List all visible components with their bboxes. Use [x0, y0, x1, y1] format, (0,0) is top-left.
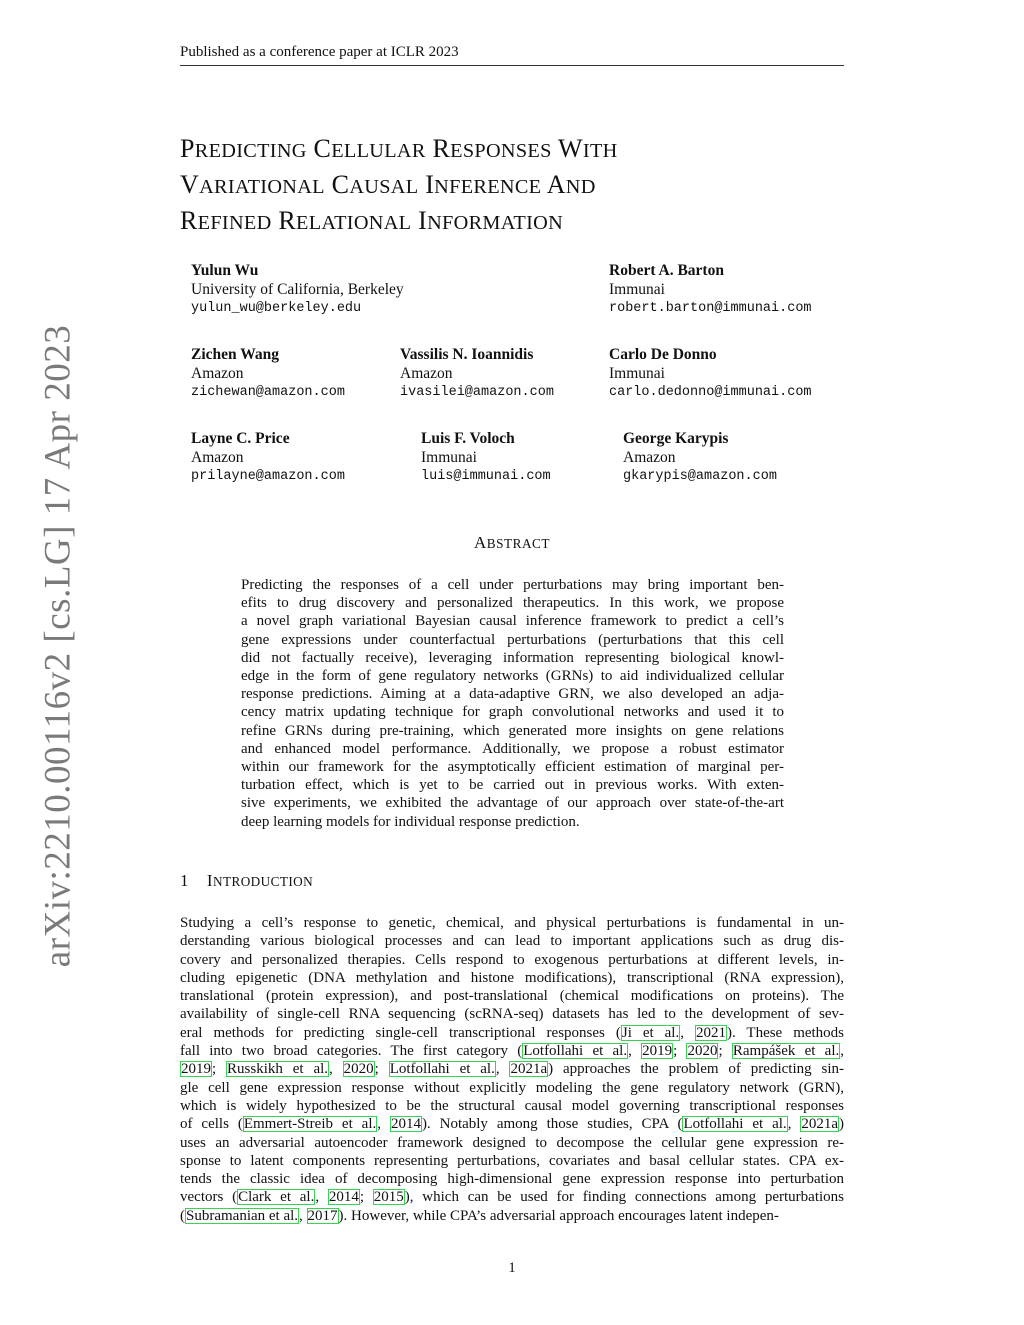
- title-line: REFINED RELATIONAL INFORMATION: [180, 206, 564, 235]
- citation-link[interactable]: Lotfollahi et al.: [683, 1116, 787, 1133]
- author-email[interactable]: robert.barton@immunai.com: [609, 301, 812, 316]
- intro-line: [180, 1024, 844, 1042]
- intro-text: ,: [628, 1043, 642, 1060]
- citation-link[interactable]: 2019: [642, 1043, 673, 1060]
- abstract-line: cency matrix updating technique for graph convolutional networks and used it to: [241, 704, 784, 721]
- intro-text: ;: [673, 1043, 687, 1060]
- citation-link[interactable]: 2021a: [801, 1116, 839, 1133]
- intro-text: ,: [315, 1189, 328, 1206]
- intro-text: ): [839, 1116, 845, 1133]
- intro-text: translational (protein expression), and post-translational (chemical modifications on proteins). The: [180, 988, 844, 1005]
- intro-line: [180, 1097, 844, 1115]
- abstract-line: gene expressions under counterfactual perturbations (perturbations that this cell: [241, 631, 784, 648]
- intro-line: [180, 1152, 844, 1170]
- intro-line: [180, 1115, 844, 1133]
- citation-link[interactable]: 2017: [307, 1207, 338, 1224]
- author-email[interactable]: luis@immunai.com: [421, 469, 551, 484]
- intro-text: ,: [495, 1061, 510, 1078]
- author-affiliation: Immunai: [421, 449, 477, 466]
- intro-text: uses an adversarial autoencoder framework designed to decompose the cellular gene expression re-: [180, 1134, 844, 1151]
- intro-text: ,: [329, 1061, 343, 1078]
- citation-link[interactable]: Rampášek et al.: [732, 1043, 840, 1060]
- abstract-line: did not factually receive), leveraging information representing biological knowl-: [241, 649, 784, 666]
- intro-text: sponse to latent components representing perturbations, covariates and basal cellular states. CPA ex-: [180, 1152, 844, 1169]
- intro-text: ;: [212, 1061, 227, 1078]
- author-name: Zichen Wang: [191, 346, 280, 363]
- intro-line: [180, 1060, 844, 1078]
- abstract-line: refine GRNs during pre-training, which generated more insights on gene relations: [241, 722, 784, 739]
- title-line: PREDICTING CELLULAR RESPONSES WITH: [180, 134, 618, 163]
- author-affiliation: Amazon: [400, 365, 453, 382]
- abstract-text: [241, 576, 784, 831]
- citation-link[interactable]: 2020: [343, 1061, 374, 1078]
- intro-text: eral methods for predicting single-cell transcriptional responses (: [180, 1024, 621, 1041]
- citation-link[interactable]: 2021: [695, 1024, 726, 1041]
- intro-text: which is widely hypothesized to be the structural causal model governing transcriptional responses: [180, 1097, 844, 1114]
- author-name: Yulun Wu: [191, 262, 259, 279]
- author-affiliation: Immunai: [609, 281, 665, 298]
- intro-text: ), which can be used for finding connections among perturbations: [404, 1189, 844, 1206]
- author-block: [400, 345, 554, 402]
- citation-link[interactable]: Lotfollahi et al.: [523, 1043, 628, 1060]
- author-name: Robert A. Barton: [609, 262, 724, 279]
- section-heading: [180, 871, 313, 891]
- intro-text: ;: [374, 1061, 389, 1078]
- author-name: George Karypis: [623, 430, 729, 447]
- intro-line: [180, 951, 844, 969]
- intro-text: ;: [718, 1043, 732, 1060]
- section-number: 1: [180, 871, 189, 890]
- intro-line: [180, 1134, 844, 1152]
- author-block: [609, 261, 812, 318]
- intro-text: covery and personalized therapies. Cells respond to exogenous perturbations at different levels, in-: [180, 951, 844, 968]
- intro-text: tends the classic idea of decomposing high-dimensional gene expression response into perturbation: [180, 1171, 844, 1188]
- author-affiliation: University of California, Berkeley: [191, 281, 404, 298]
- author-email[interactable]: ivasilei@amazon.com: [400, 385, 554, 400]
- intro-line: [180, 1207, 844, 1225]
- abstract-heading: ABSTRACT: [474, 533, 550, 552]
- author-email[interactable]: zichewan@amazon.com: [191, 385, 345, 400]
- intro-text: gle cell gene expression response without explicitly modeling the gene regulatory network (GRN),: [180, 1079, 844, 1096]
- intro-text: ) approaches the problem of predicting sin-: [548, 1061, 844, 1078]
- author-block: [191, 345, 345, 402]
- abstract-line: Predicting the responses of a cell under perturbations may bring important ben-: [241, 577, 784, 593]
- abstract-line: turbation effect, which is yet to be carried out in previous works. With exten-: [241, 777, 784, 794]
- author-block: [191, 429, 345, 486]
- citation-link[interactable]: Lotfollahi et al.: [389, 1061, 495, 1078]
- abstract-line: within our framework for the asymptotically efficient estimation of marginal per-: [241, 759, 784, 776]
- intro-text: ;: [359, 1189, 373, 1206]
- abstract-line: response predictions. Aiming at a data-adaptive GRN, we also developed an adja-: [241, 686, 784, 703]
- author-affiliation: Amazon: [191, 449, 244, 466]
- intro-text: ). Notably among those studies, CPA (: [421, 1116, 683, 1133]
- citation-link[interactable]: Clark et al.: [238, 1189, 315, 1206]
- author-name: Carlo De Donno: [609, 346, 717, 363]
- author-email[interactable]: yulun_wu@berkeley.edu: [191, 301, 362, 316]
- author-block: [421, 429, 551, 486]
- abstract-line: a novel graph variational Bayesian causal inference framework to predict a cell’s: [241, 613, 784, 630]
- intro-line: [180, 1188, 844, 1206]
- intro-text: cluding epigenetic (DNA methylation and histone modifications), transcriptional (RNA expression),: [180, 969, 844, 986]
- intro-text: vectors (: [180, 1189, 238, 1206]
- intro-line: [180, 1170, 844, 1188]
- author-name: Luis F. Voloch: [421, 430, 515, 447]
- citation-link[interactable]: 2014: [390, 1116, 421, 1133]
- intro-text: ,: [787, 1116, 801, 1133]
- intro-text: ,: [299, 1207, 307, 1224]
- citation-link[interactable]: Russkikh et al.: [227, 1061, 329, 1078]
- abstract-line: sive experiments, we exhibited the advantage of our approach over state-of-the-art: [241, 795, 784, 812]
- intro-text: ,: [377, 1116, 390, 1133]
- citation-link[interactable]: 2019: [181, 1061, 211, 1078]
- author-block: [609, 345, 812, 402]
- paper-title: [180, 132, 618, 240]
- intro-line: [180, 914, 844, 932]
- author-email[interactable]: prilayne@amazon.com: [191, 469, 345, 484]
- intro-line: [180, 969, 844, 987]
- intro-text: (: [180, 1207, 185, 1224]
- abstract-line: deep learning models for individual response prediction.: [241, 813, 580, 830]
- author-name: Vassilis N. Ioannidis: [400, 346, 534, 363]
- abstract-line: and enhanced model performance. Additionally, we propose a robust estimator: [241, 740, 784, 757]
- intro-text: fall into two broad categories. The first category (: [180, 1043, 523, 1060]
- intro-text: ). However, while CPA’s adversarial approach encourages latent indepen-: [338, 1207, 779, 1224]
- intro-text: ,: [680, 1024, 695, 1041]
- author-name: Layne C. Price: [191, 430, 290, 447]
- citation-link[interactable]: 2015: [373, 1189, 404, 1206]
- intro-text: ,: [840, 1043, 844, 1060]
- intro-text: of cells (: [180, 1116, 243, 1133]
- citation-link[interactable]: 2020: [687, 1043, 718, 1060]
- citation-link[interactable]: Ji et al.: [621, 1024, 680, 1041]
- arxiv-identifier[interactable]: arXiv:2210.00116v2 [cs.LG] 17 Apr 2023: [37, 324, 79, 968]
- author-block: [191, 261, 404, 318]
- page-number: 1: [508, 1260, 516, 1276]
- author-affiliation: Amazon: [623, 449, 676, 466]
- title-line: VARIATIONAL CAUSAL INFERENCE AND: [180, 170, 596, 199]
- author-affiliation: Amazon: [191, 365, 244, 382]
- intro-paragraph: [180, 914, 844, 1225]
- intro-text: Studying a cell’s response to genetic, chemical, and physical perturbations is fundamental in un-: [180, 915, 844, 931]
- section-title: INTRODUCTION: [206, 871, 314, 890]
- abstract-line: edge in the form of gene regulatory networks (GRNs) to aid individualized cellular: [241, 668, 784, 685]
- author-email[interactable]: gkarypis@amazon.com: [623, 469, 777, 484]
- intro-text: availability of single-cell RNA sequencing (scRNA-seq) datasets has led to the development of sev-: [180, 1006, 844, 1023]
- intro-text: ). These methods: [726, 1024, 845, 1041]
- author-email[interactable]: carlo.dedonno@immunai.com: [609, 385, 812, 400]
- intro-line: [180, 987, 844, 1005]
- running-header: Published as a conference paper at ICLR 2023: [180, 44, 844, 66]
- citation-link[interactable]: 2021a: [510, 1061, 548, 1078]
- author-block: [623, 429, 777, 486]
- citation-link[interactable]: Subramanian et al.: [186, 1207, 299, 1224]
- intro-line: [180, 1005, 844, 1023]
- citation-link[interactable]: Emmert-Streib et al.: [243, 1116, 377, 1133]
- intro-text: derstanding various biological processes and can lead to important applications such as drug dis-: [180, 933, 844, 950]
- abstract-line: efits to drug discovery and personalized therapeutics. In this work, we propose: [241, 595, 784, 612]
- intro-line: [180, 1042, 844, 1060]
- author-affiliation: Immunai: [609, 365, 665, 382]
- citation-link[interactable]: 2014: [328, 1189, 359, 1206]
- intro-line: [180, 1079, 844, 1097]
- intro-line: [180, 932, 844, 950]
